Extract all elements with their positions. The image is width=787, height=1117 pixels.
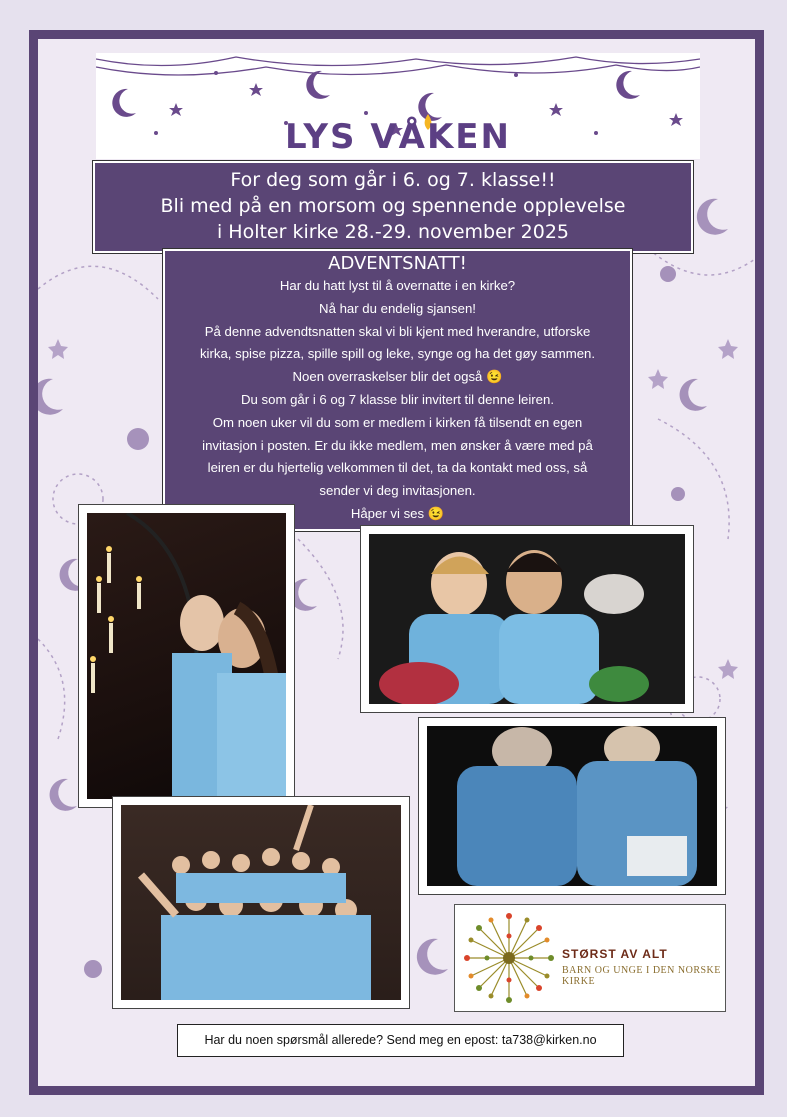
info-box [165, 251, 630, 529]
info-line-8: invitasjon i posten. Er du ikke medlem, men ønsker å være med på [202, 437, 593, 453]
headline-line-3: i Holter kirke 28.-29. november 2025 [216, 221, 570, 243]
boys-photo-illustration [369, 534, 685, 704]
info-line-1: Har du hatt lyst til å overnatte i en kirke? [279, 278, 516, 293]
info-line-4: kirka, spise pizza, spille spill og leke, synge og ha det gøy sammen. [199, 346, 596, 362]
info-line-6: Du som går i 6 og 7 klasse blir invitert til denne leiren. [241, 391, 554, 407]
reading-photo-illustration [427, 726, 717, 886]
info-line-7: Om noen uker vil du som er medlem i kirken få tilsendt en egen [212, 414, 583, 430]
info-line-9: leiren er du hjertelig velkommen til det, ta da kontakt med oss, så [207, 460, 588, 476]
starburst-logo-icon [461, 910, 557, 1006]
info-line-3: På denne advendtsnatten skal vi bli kjent med hverandre, utforske [204, 323, 591, 339]
poster-frame [29, 30, 764, 1095]
photo-reading [419, 718, 725, 894]
logo-title: STØRST AV ALT [562, 947, 668, 961]
logo-subtitle: BARN OG UNGE I DEN NORSKE KIRKE [562, 965, 721, 987]
photo-two-boys [361, 526, 693, 712]
info-line-10: sender vi deg invitasjonen. [319, 483, 476, 499]
info-line-11: Håper vi ses 😉 [350, 505, 445, 521]
poster-title: LYS VÅKEN [285, 117, 511, 157]
info-line-5: Noen overraskelser blir det også 😉 [292, 369, 503, 385]
title-banner [96, 53, 700, 159]
headline-line-1: For deg som går i 6. og 7. klasse!! [230, 169, 556, 191]
photo-group [113, 797, 409, 1008]
info-line-2: Nå har du endelig sjansen! [319, 300, 476, 316]
headline-line-2: Bli med på en morsom og spennende opplevelse [160, 195, 626, 217]
info-title: ADVENTSNATT! [328, 253, 467, 274]
organization-logo [455, 905, 725, 1011]
contact-info: Har du noen spørsmål allerede? Send meg en epost: ta738@kirken.no [177, 1024, 624, 1057]
group-photo-illustration [121, 805, 401, 1000]
photo-candles [79, 505, 294, 807]
headline-box [95, 163, 691, 251]
candles-photo-illustration [87, 513, 286, 799]
